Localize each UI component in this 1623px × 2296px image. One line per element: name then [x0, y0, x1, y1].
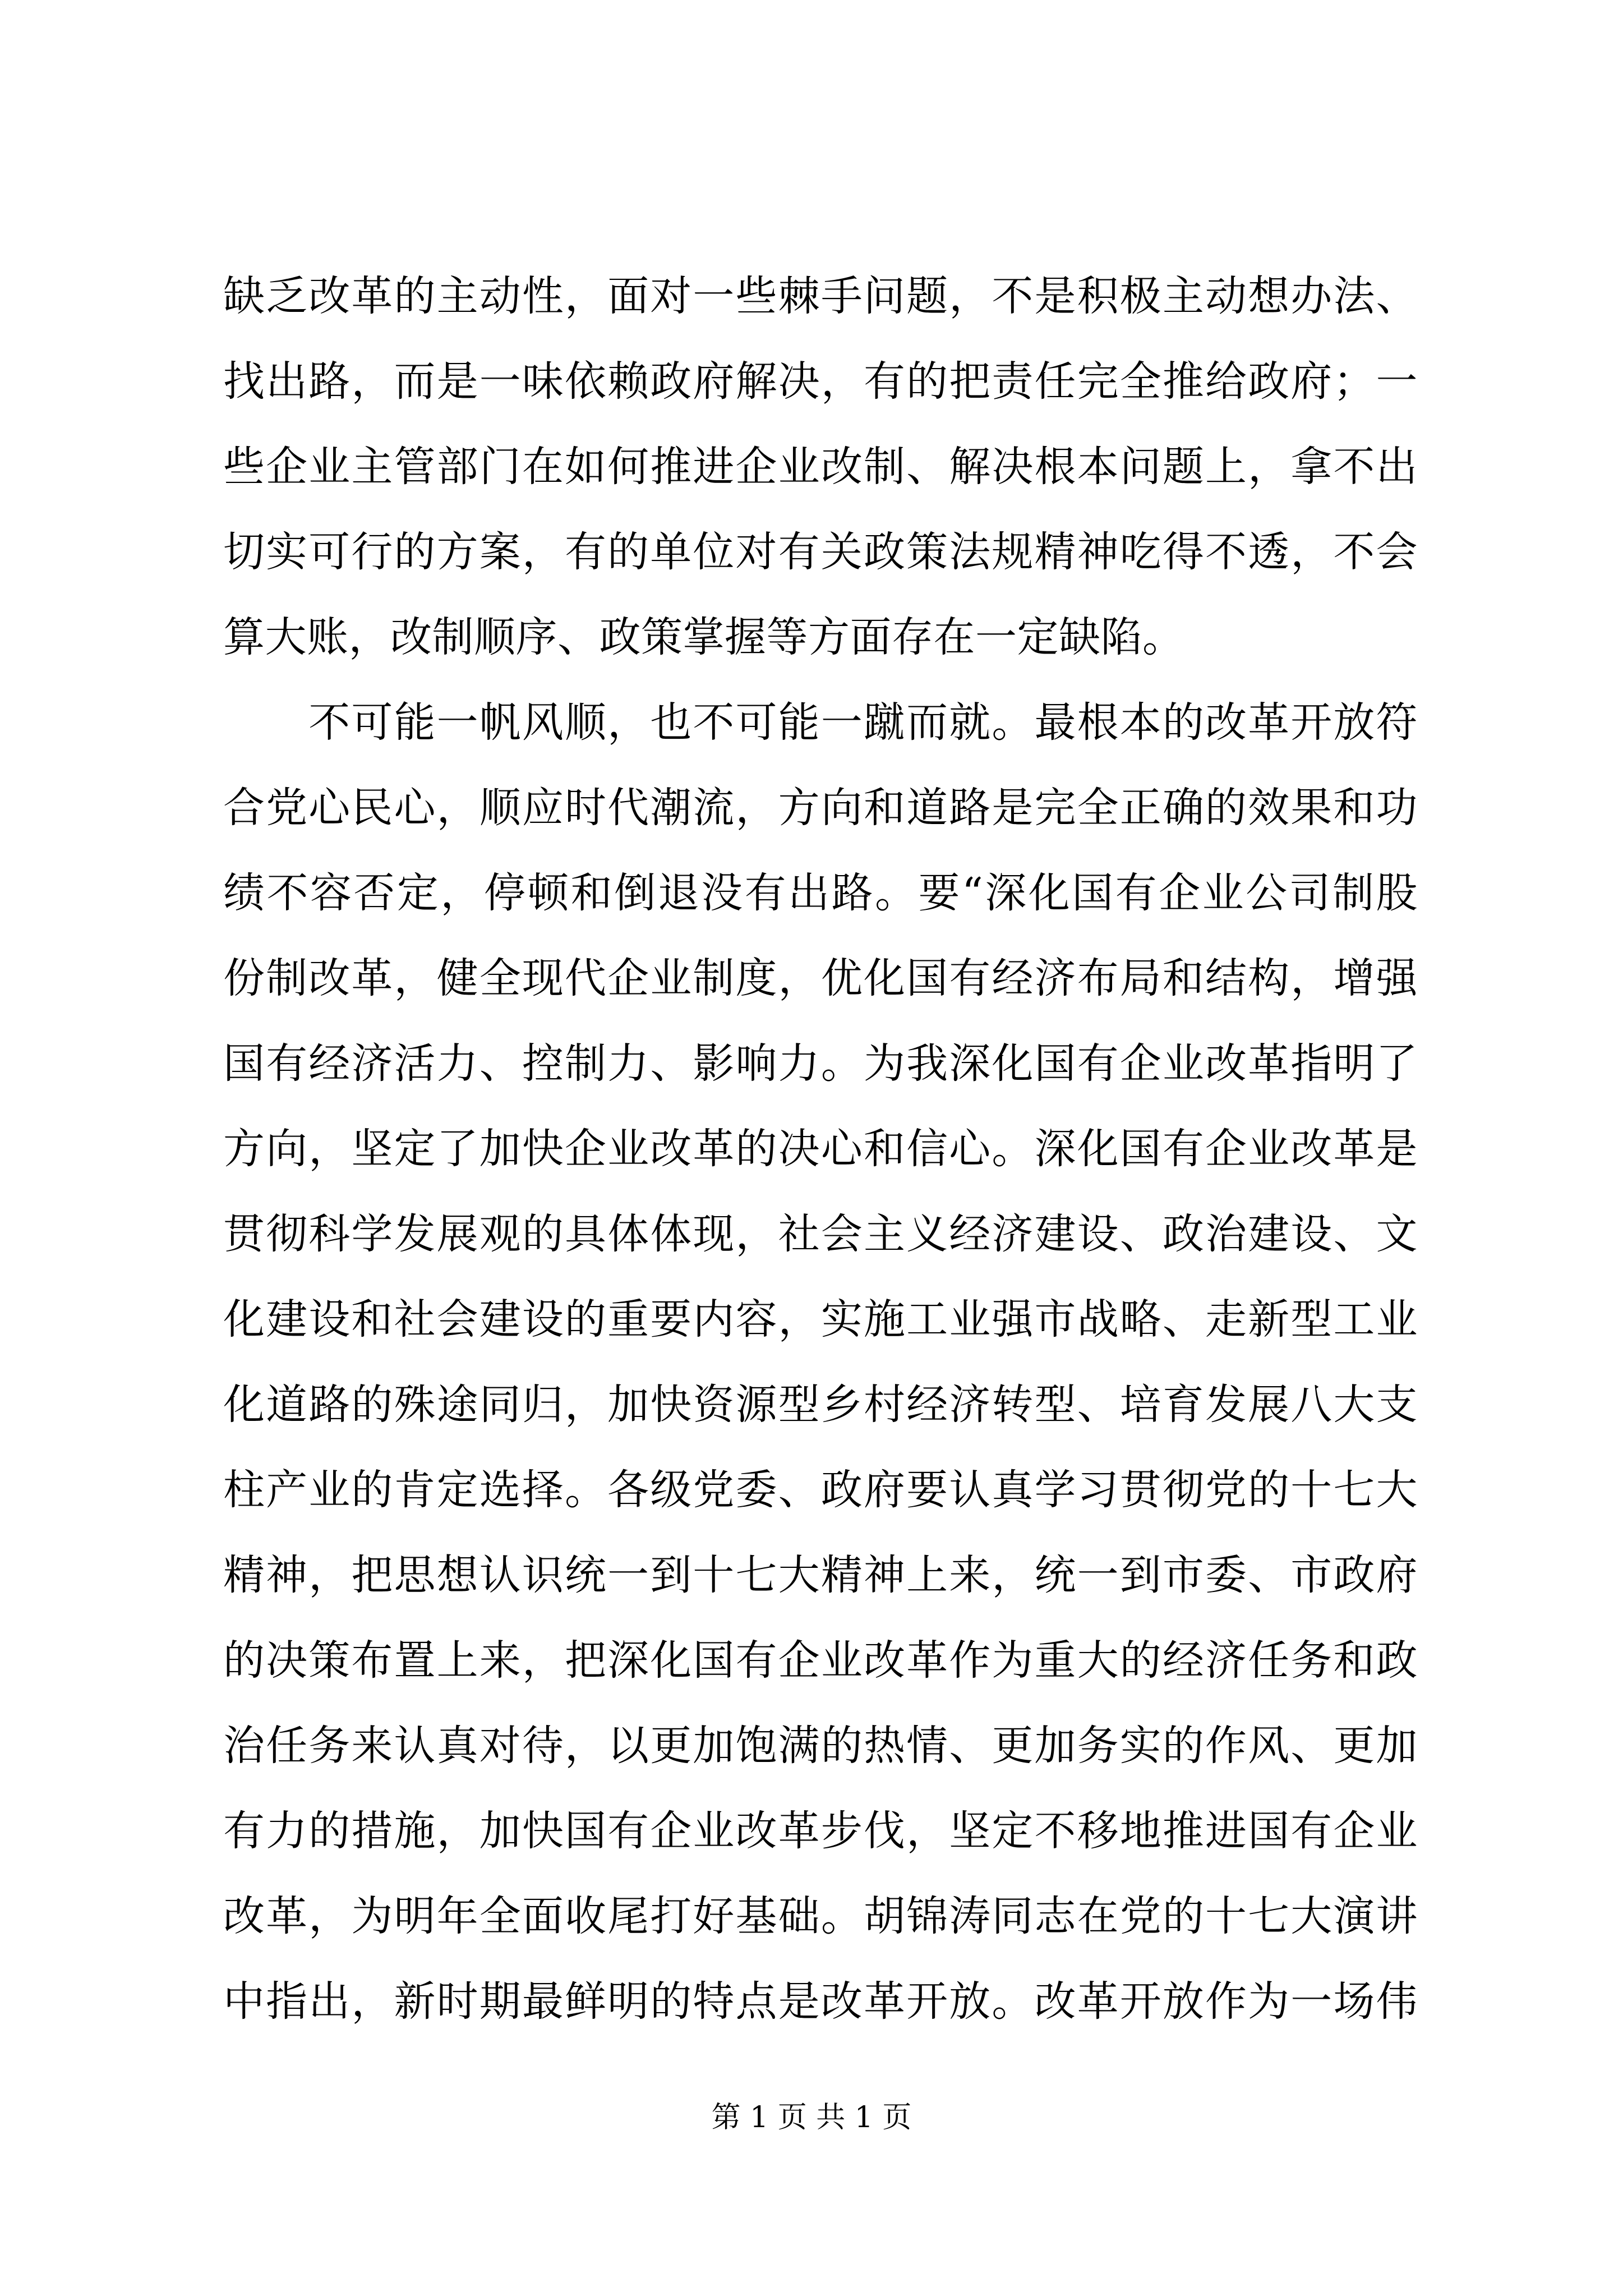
text-line: 有力的措施，加快国有企业改革步伐，坚定不移地推进国有企业 [223, 1807, 1418, 1855]
text-line: 绩不容否定，停顿和倒退没有出路。要“深化国有企业公司制股 [223, 869, 1418, 917]
text-line: 化建设和社会建设的重要内容，实施工业强市战略、走新型工业 [223, 1295, 1418, 1343]
text-line: 切实可行的方案，有的单位对有关政策法规精神吃得不透，不会 [223, 528, 1418, 576]
text-line: 治任务来认真对待，以更加饱满的热情、更加务实的作风、更加 [223, 1722, 1418, 1770]
text-line: 国有经济活力、控制力、影响力。为我深化国有企业改革指明了 [223, 1039, 1418, 1088]
text-line: 贯彻科学发展观的具体体现，社会主义经济建设、政治建设、文 [223, 1210, 1418, 1258]
text-line: 缺乏改革的主动性，面对一些棘手问题，不是积极主动想办法、 [223, 272, 1418, 320]
text-line: 方向，坚定了加快企业改革的决心和信心。深化国有企业改革是 [223, 1125, 1418, 1173]
text-line: 化道路的殊途同归，加快资源型乡村经济转型、培育发展八大支 [223, 1381, 1418, 1429]
text-line: 精神，把思想认识统一到十七大精神上来，统一到市委、市政府 [223, 1551, 1418, 1599]
text-line: 些企业主管部门在如何推进企业改制、解决根本问题上，拿不出 [223, 443, 1418, 491]
text-line: 找出路，而是一味依赖政府解决，有的把责任完全推给政府；一 [223, 357, 1418, 406]
body-text [223, 254, 1418, 2044]
text-line: 不可能一帆风顺，也不可能一蹴而就。最根本的改革开放符 [223, 698, 1418, 747]
text-line: 的决策布置上来，把深化国有企业改革作为重大的经济任务和政 [223, 1636, 1418, 1685]
page-footer: 第 1 页 共 1 页 [711, 2101, 912, 2134]
text-line: 改革，为明年全面收尾打好基础。胡锦涛同志在党的十七大演讲 [223, 1892, 1418, 1940]
text-line: 柱产业的肯定选择。各级党委、政府要认真学习贯彻党的十七大 [223, 1466, 1418, 1514]
text-line: 算大账，改制顺序、政策掌握等方面存在一定缺陷。 [223, 613, 1184, 661]
text-line: 份制改革，健全现代企业制度，优化国有经济布局和结构，增强 [223, 954, 1418, 1002]
text-line: 合党心民心，顺应时代潮流，方向和道路是完全正确的效果和功 [223, 784, 1418, 832]
text-line: 中指出，新时期最鲜明的特点是改革开放。改革开放作为一场伟 [223, 1977, 1418, 2026]
